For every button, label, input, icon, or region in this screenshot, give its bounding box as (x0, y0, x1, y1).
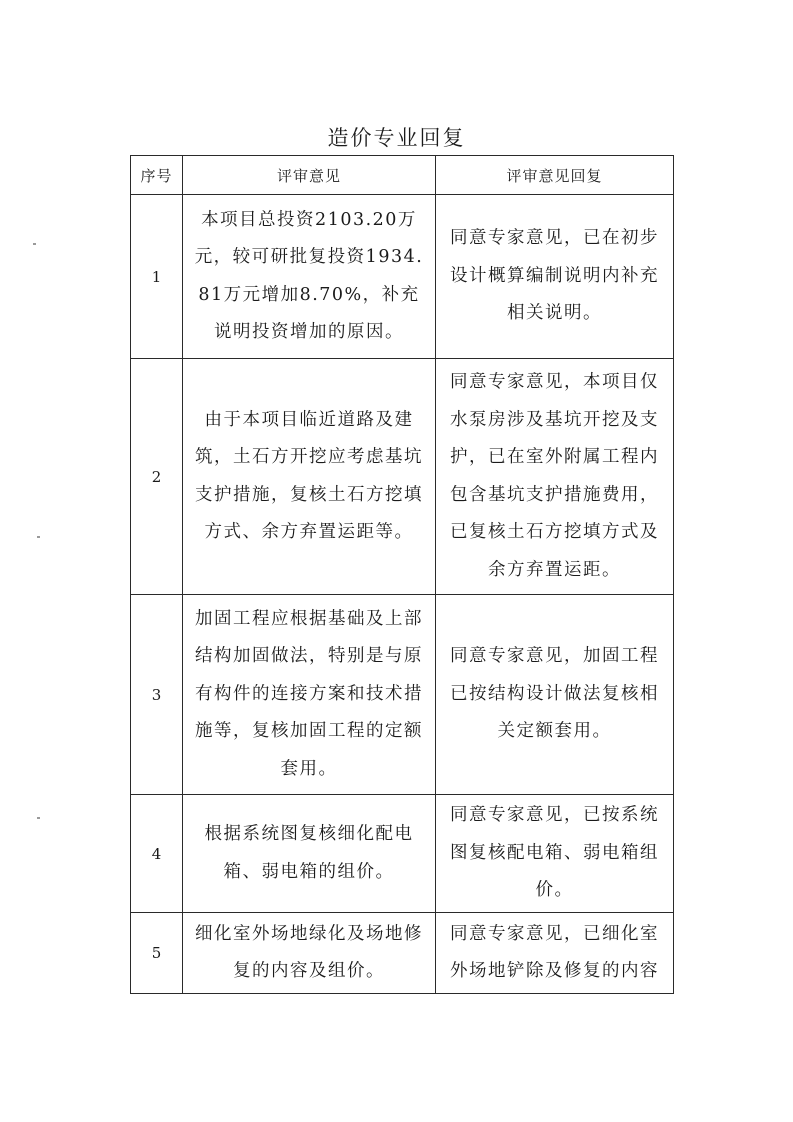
table-header-row (131, 156, 674, 195)
review-opinion: 根据系统图复核细化配电箱、弱电箱的组价。 (183, 795, 436, 913)
table-row (131, 195, 674, 359)
scan-speck (37, 536, 40, 538)
review-reply: 同意专家意见，本项目仅水泵房涉及基坑开挖及支护，已在室外附属工程内包含基坑支护措施费用，已复核土石方挖填方式及余方弃置运距。 (436, 359, 674, 595)
header-reply: 评审意见回复 (436, 156, 674, 195)
review-reply: 同意专家意见，加固工程已按结构设计做法复核相关定额套用。 (436, 595, 674, 795)
table-row (131, 595, 674, 795)
review-reply: 同意专家意见，已按系统图复核配电箱、弱电箱组价。 (436, 795, 674, 913)
review-opinion: 加固工程应根据基础及上部结构加固做法，特别是与原有构件的连接方案和技术措施等，复核加固工程的定额套用。 (183, 595, 436, 795)
scan-speck (33, 243, 36, 245)
header-no: 序号 (131, 156, 183, 195)
row-number: 4 (131, 795, 183, 913)
table-row (131, 913, 674, 994)
table-row (131, 359, 674, 595)
header-opinion: 评审意见 (183, 156, 436, 195)
scan-speck (37, 817, 40, 819)
review-opinion: 由于本项目临近道路及建筑，土石方开挖应考虑基坑支护措施，复核土石方挖填方式、余方弃置运距等。 (183, 359, 436, 595)
review-reply: 同意专家意见，已在初步设计概算编制说明内补充相关说明。 (436, 195, 674, 359)
review-opinion: 本项目总投资2103.20万元，较可研批复投资1934.81万元增加8.70%，补充说明投资增加的原因。 (183, 195, 436, 359)
row-number: 5 (131, 913, 183, 994)
review-opinion: 细化室外场地绿化及场地修复的内容及组价。 (183, 913, 436, 994)
row-number: 1 (131, 195, 183, 359)
page-title: 造价专业回复 (327, 126, 466, 150)
row-number: 2 (131, 359, 183, 595)
review-reply: 同意专家意见，已细化室外场地铲除及修复的内容 (436, 913, 674, 994)
row-number: 3 (131, 595, 183, 795)
review-table (130, 155, 674, 994)
table-row (131, 795, 674, 913)
